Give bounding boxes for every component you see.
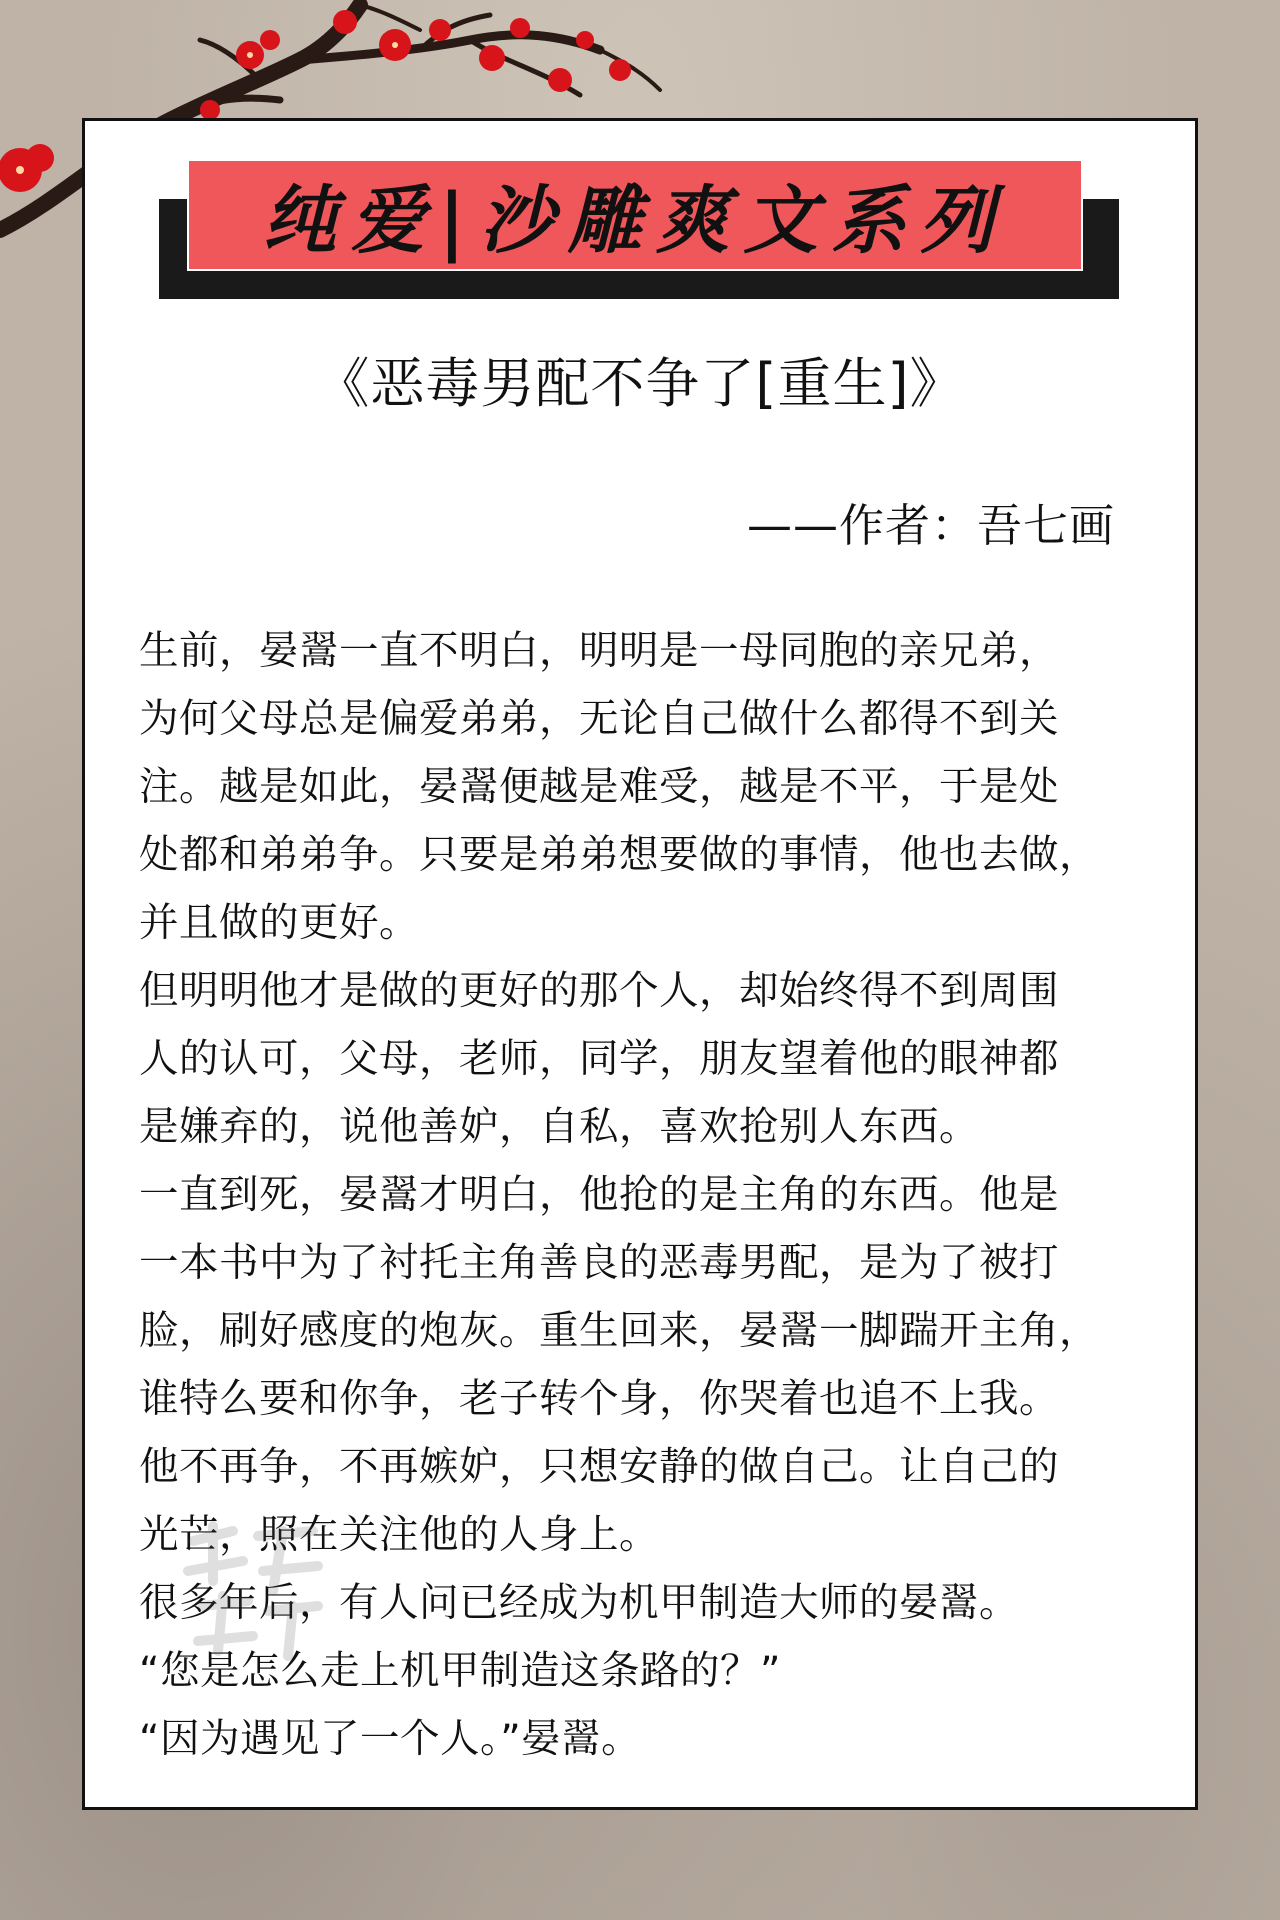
synopsis-line: 并且做的更好。: [139, 900, 419, 946]
synopsis-line: 他不再争，不再嫉妒，只想安静的做自己。让自己的: [139, 1444, 1059, 1490]
synopsis-line: 为何父母总是偏爱弟弟，无论自己做什么都得不到关: [139, 696, 1059, 742]
book-title: 《恶毒男配不争了[重生]》: [315, 352, 965, 415]
synopsis-line: 但明明他才是做的更好的那个人，却始终得不到周围: [139, 968, 1059, 1014]
synopsis-line: “因为遇见了一个人。”晏翯。: [139, 1716, 642, 1762]
synopsis-line: 是嫌弃的，说他善妒，自私，喜欢抢别人东西。: [139, 1104, 979, 1150]
book-author: ——作者：吾七画: [746, 499, 1115, 552]
synopsis-line: 一直到死，晏翯才明白，他抢的是主角的东西。他是: [139, 1172, 1059, 1218]
synopsis-line: 谁特么要和你争，老子转个身，你哭着也追不上我。: [139, 1376, 1059, 1422]
synopsis-line: 人的认可，父母，老师，同学，朋友望着他的眼神都: [139, 1036, 1059, 1082]
synopsis-line: 光芒，照在关注他的人身上。: [139, 1512, 659, 1558]
series-banner: [187, 159, 1083, 271]
synopsis-line: 脸，刷好感度的炮灰。重生回来，晏翯一脚踹开主角，: [139, 1308, 1099, 1354]
synopsis-line: 注。越是如此，晏翯便越是难受，越是不平，于是处: [139, 764, 1059, 810]
synopsis-line: “您是怎么走上机甲制造这条路的？”: [139, 1648, 781, 1694]
synopsis-line: 一本书中为了衬托主角善良的恶毒男配，是为了被打: [139, 1240, 1059, 1286]
calligraphy-seal-icon: [173, 1511, 333, 1661]
article-card: [82, 118, 1198, 1810]
synopsis-line: 很多年后，有人问已经成为机甲制造大师的晏翯。: [139, 1580, 1019, 1626]
synopsis-line: 生前，晏翯一直不明白，明明是一母同胞的亲兄弟，: [139, 628, 1059, 674]
synopsis-line: 处都和弟弟争。只要是弟弟想要做的事情，他也去做，: [139, 832, 1099, 878]
series-banner-label: 纯爱|沙雕爽文系列: [262, 178, 1008, 264]
